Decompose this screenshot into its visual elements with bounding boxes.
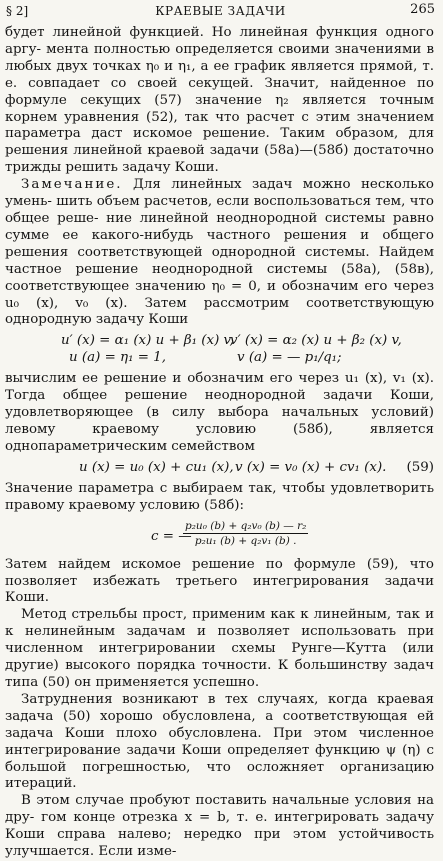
text-line: налево; нередко при этом устойчивость улучшается. Если изме- (5, 827, 434, 860)
text-line: (50) хорошо обусловлена, а соответствующая ей задача Коши (5, 708, 434, 741)
text-line: (58в), соответствующее значению η₀ = 0, и обозначим его через (5, 261, 434, 294)
text-line: осложняет организацию итераций. (5, 759, 434, 792)
text-line: расчет с этим значением параметра даст искомое решение. Таким (5, 109, 434, 142)
formula-59 (5, 460, 434, 477)
text-line: шить объем расчетов, если воспользоваться тем, что общее реше- (5, 194, 434, 226)
text-line: (58б), является однопараметрическим семейством (5, 422, 434, 454)
formula-u-initial: u (a) = η₁ = 1, (69, 350, 166, 366)
text-line: образом, для решения линейной краевой задачи (58а)—(58б) (5, 126, 435, 159)
formula-v-initial: v (a) = — p₁/q₁; (237, 350, 342, 366)
text-line: задачу Коши (95, 312, 189, 328)
text-line: Значение параметра c выбираем так, чтобы удовлетворить правому (5, 480, 434, 513)
remark-label: Замечание. (21, 177, 123, 193)
section-marker: § 2] (6, 4, 29, 18)
text-line: Метод стрельбы прост, применим как к линейным, так и к (5, 607, 434, 640)
formula-v-prime: v′ (x) = α₂ (x) u + β₂ (x) v, (230, 333, 402, 349)
text-line: значение η₂ является точным корнем уравнения (52), так что (5, 92, 434, 125)
text-line: краевому условию (58б): (68, 497, 245, 513)
text-line: Коши определяет функцию ψ (η) с большой погрешностью, что (5, 742, 434, 775)
text-line: достаточно трижды решить задачу Коши. (5, 143, 434, 176)
formula-u-family: u (x) = u₀ (x) + cu₁ (x), (79, 459, 234, 475)
text-line: В этом случае пробуют поставить начальные условия на дру- (5, 793, 434, 826)
text-line: интегрировании схемы Рунге—Кутта (или другие) высокого (5, 641, 434, 674)
text-line: плохо обусловлена. При этом численное интегрирование задачи (5, 725, 434, 758)
text-line: общее решение неоднородной задачи Коши, удовлетворяющее (5, 388, 434, 421)
chapter-title: КРАЕВЫЕ ЗАДАЧИ (155, 4, 286, 18)
text-line: со своей секущей. Значит, найденное по формуле секущих (57) (5, 75, 434, 108)
equation-number: (59) (406, 459, 434, 475)
text-line: Затем найдем искомое решение по формуле (59), что позволяет (5, 556, 434, 589)
paragraph-remark (5, 177, 434, 329)
fraction-numerator: p₂u₀ (b) + q₂v₀ (b) — r₂ (185, 519, 307, 532)
text-line: точках η₀ и η₁, а ее график является прямой, т. е. совпадает (5, 58, 434, 91)
paragraph-parameter-choice (5, 481, 434, 515)
formula-c-lhs: c = — (151, 528, 192, 544)
text-line: частного решения и общего решения соответствующей однородной (5, 227, 434, 260)
text-line: будет линейной функцией. Но линейная функция одного аргу- (5, 25, 434, 57)
text-line: системы. Найдем частное решение неоднородной системы (58а), (5, 244, 435, 277)
paragraph-general-solution (5, 371, 434, 456)
text-line: (в силу выбора начальных условий) левому краевому условию (5, 405, 434, 438)
formula-u-prime: u′ (x) = α₁ (x) u + β₁ (x) v, (61, 333, 234, 349)
running-header (6, 2, 435, 20)
text-line: гом конце отрезка x = b, т. е. интегрировать задачу Коши справа (5, 810, 434, 843)
text-line: мента полностью определяется своими значениями в любых двух (5, 41, 434, 74)
text-line: u₀ (x), v₀ (x). Затем рассмотрим соответствующую однородную (5, 295, 434, 328)
text-line: избежать третьего интегрирования задачи Коши. (5, 573, 434, 606)
formula-parameter-c (5, 519, 434, 555)
text-line: успешно. (193, 675, 260, 690)
page-body (5, 25, 434, 861)
paragraph-linear-function (5, 25, 434, 177)
text-line: Для линейных задач можно несколько умень- (5, 177, 434, 210)
fraction-denominator: p₂u₁ (b) + q₂v₁ (b) . (194, 534, 297, 547)
text-line: вычислим ее решение и обозначим его через u₁ (x), v₁ (x). Тогда (5, 371, 434, 404)
text-line: Затруднения возникают в тех случаях, когда краевая задача (5, 691, 434, 724)
paragraph-shooting-method (5, 607, 434, 692)
page-number: 265 (410, 2, 435, 17)
text-line: ние линейной неоднородной системы равно сумме ее какого-нибудь (5, 210, 434, 243)
paragraph-final-solution (5, 557, 434, 608)
paragraph-difficulties (5, 692, 434, 793)
text-line: порядка точности. К большинству задач типа (50) он применяется (5, 658, 434, 690)
formula-initial-conditions (5, 350, 434, 367)
formula-ode-system (5, 333, 434, 350)
fraction (183, 519, 308, 548)
formula-v-family: v (x) = v₀ (x) + cv₁ (x). (235, 459, 387, 475)
text-line: нелинейным задачам и позволяет использовать при численном (5, 624, 435, 657)
paragraph-reverse-integration (5, 793, 434, 861)
